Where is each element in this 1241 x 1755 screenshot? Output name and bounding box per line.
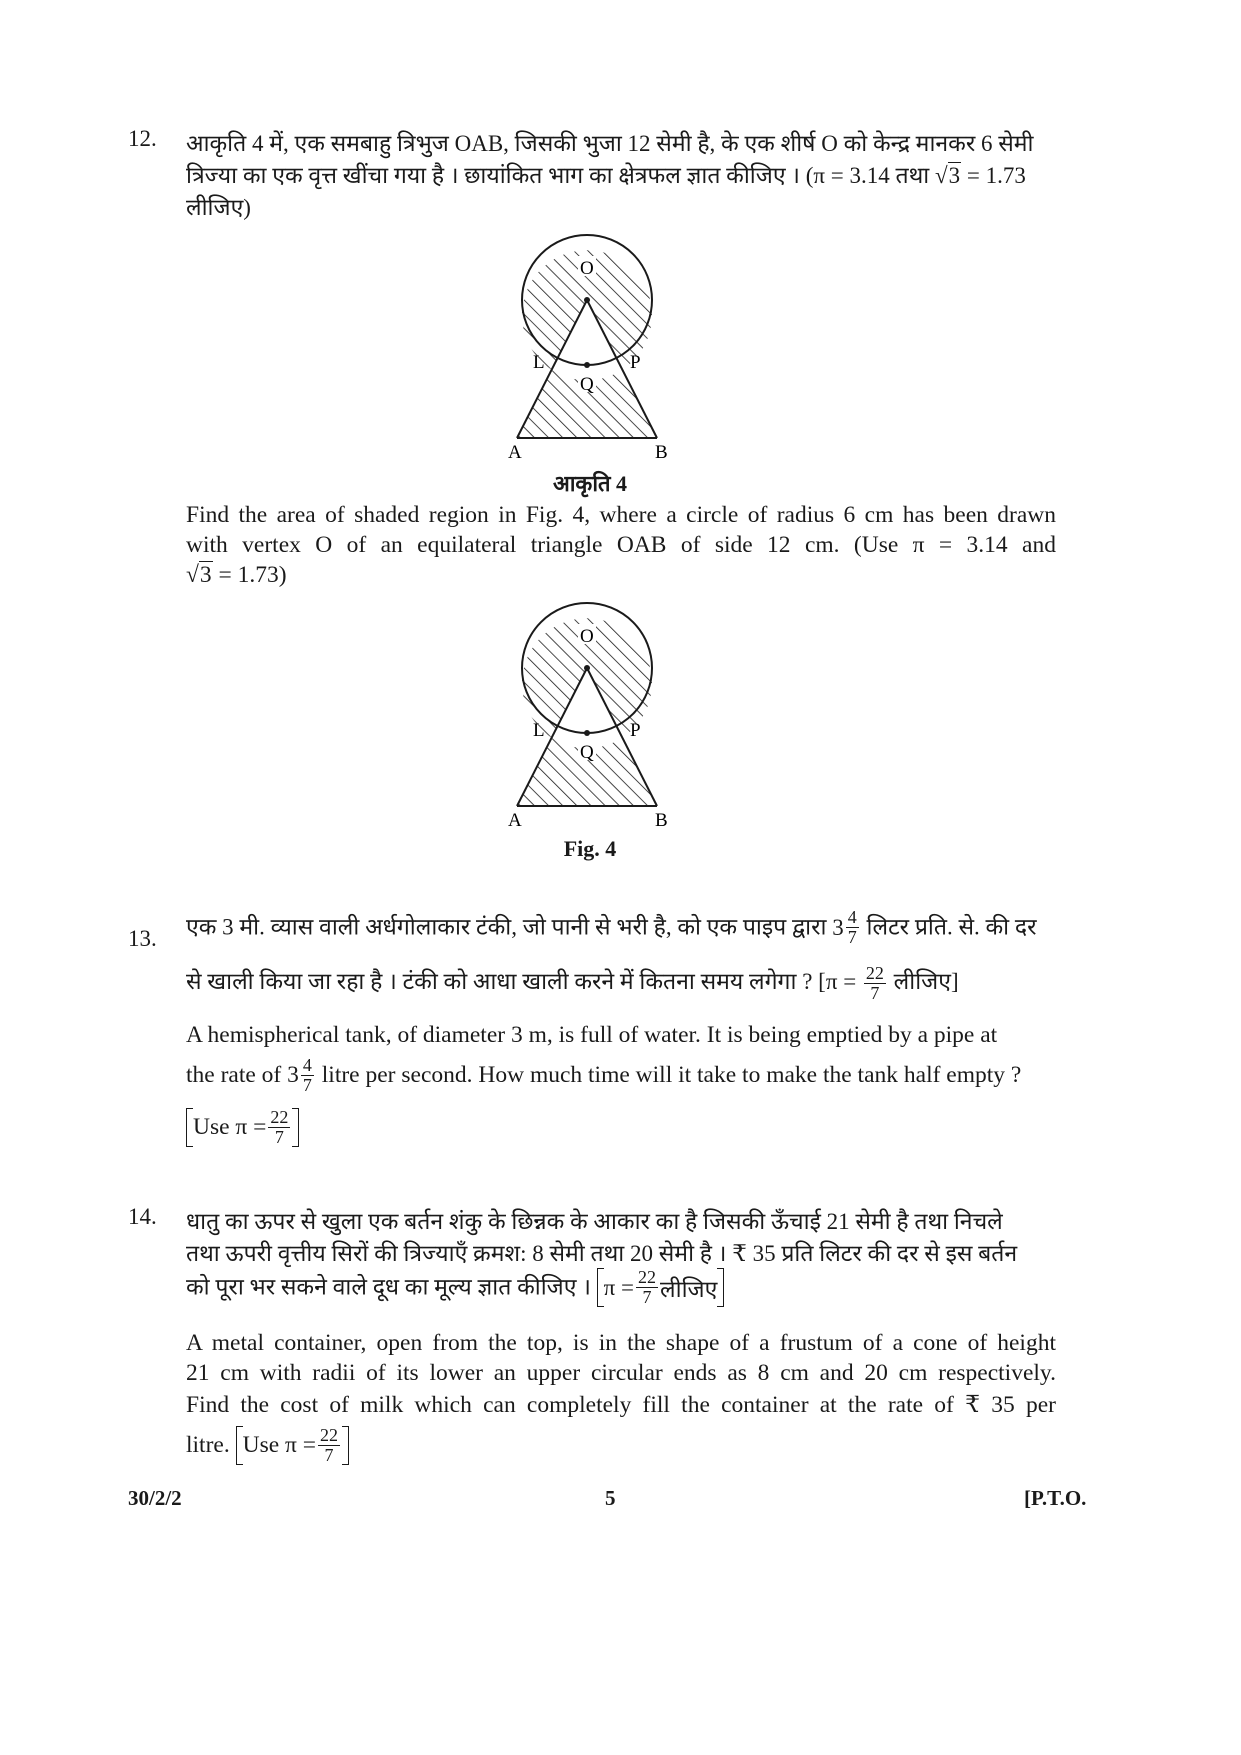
please-turn-over: [P.T.O. bbox=[1024, 1486, 1087, 1510]
label-O: O bbox=[580, 626, 594, 647]
label-Q: Q bbox=[580, 742, 594, 763]
label-A: A bbox=[508, 442, 522, 463]
label-O: O bbox=[580, 258, 594, 279]
label-B: B bbox=[655, 442, 668, 463]
figure-caption-english: Fig. 4 bbox=[563, 836, 617, 861]
q14-hindi-line-2: तथा ऊपरी वृत्तीय सिरों की त्रिज्याएँ क्रमश: 8 सेमी तथा 20 सेमी है । ₹ 35 प्रति लिटर की दर से इस बर्तन bbox=[186, 1241, 1018, 1266]
page-number: 5 bbox=[605, 1486, 616, 1510]
q14-hindi-line-1: धातु का ऊपर से खुला एक बर्तन शंकु के छिन्नक के आकार का है जिसकी ऊँचाई 21 सेमी है तथा निचले bbox=[186, 1209, 1003, 1234]
question-number: 12. bbox=[128, 126, 157, 151]
figure-4-english bbox=[500, 588, 700, 838]
q13-english-line-2: the rate of 3 $\frac{4}{7}$ litre per second. How much time will it take to make the tank half empty ? bbox=[186, 1055, 1022, 1095]
label-P: P bbox=[630, 720, 641, 741]
q12-hindi-line-3: लीजिए) bbox=[186, 195, 251, 220]
label-A: A bbox=[508, 810, 522, 831]
mixed-fraction: 3 $\frac{4}{7}$ bbox=[287, 1055, 312, 1095]
q14-english-line-1: A metal container, open from the top, is in the shape of a frustum of a cone of height bbox=[186, 1330, 1056, 1356]
q14-hindi-line-3: को पूरा भर सकने वाले दूध का मूल्य ज्ञात कीजिए । π = $\frac{22}{7}$ लीजिए bbox=[186, 1268, 724, 1307]
figure-caption-hindi: आकृति 4 bbox=[552, 471, 628, 496]
q12-hindi-line-1: आकृति 4 में, एक समबाहु त्रिभुज OAB, जिसकी भुजा 12 सेमी है, के एक शीर्ष O को केन्द्र मानकर 6 सेमी bbox=[186, 131, 1034, 156]
q12-english-line-2: with vertex O of an equilateral triangle OAB of side 12 cm. (Use π = 3.14 and bbox=[186, 532, 1056, 558]
q13-english-line-1: A hemispherical tank, of diameter 3 m, is full of water. It is being emptied by a pipe at bbox=[186, 1022, 998, 1048]
question-number: 14. bbox=[128, 1204, 157, 1229]
q12-hindi-line-2: त्रिज्या का एक वृत्त खींचा गया है । छायांकित भाग का क्षेत्रफल ज्ञात कीजिए । (π = 3.14 तथा √3 = 1.73 bbox=[186, 163, 1026, 188]
q14-english-line-4: litre. Use π = $\frac{22}{7}$ bbox=[186, 1426, 349, 1465]
figure-4-hindi bbox=[500, 220, 700, 470]
bracket: Use π = $\frac{22}{7}$ bbox=[186, 1108, 299, 1147]
label-L: L bbox=[533, 352, 545, 373]
q12-english-line-1: Find the area of shaded region in Fig. 4, where a circle of radius 6 cm has been drawn bbox=[186, 502, 1056, 528]
fraction: $\frac{22}{7}$ bbox=[865, 963, 884, 1004]
sqrt: √3 bbox=[186, 562, 212, 588]
label-P: P bbox=[630, 352, 641, 373]
mixed-fraction: 3 $\frac{4}{7}$ bbox=[832, 907, 857, 947]
question-number: 13. bbox=[128, 926, 157, 951]
q13-english-use-pi bbox=[186, 1108, 299, 1147]
q14-english-line-2: 21 cm with radii of its lower an upper circular ends as 8 cm and 20 cm respectively. bbox=[186, 1360, 1056, 1386]
label-B: B bbox=[655, 810, 668, 831]
bracket: π = $\frac{22}{7}$ लीजिए bbox=[597, 1268, 725, 1307]
q14-english-line-3: Find the cost of milk which can completely fill the container at the rate of ₹ 35 per bbox=[186, 1392, 1056, 1418]
q13-hindi-line-2: से खाली किया जा रहा है । टंकी को आधा खाली करने में कितना समय लगेगा ? [π = $\frac{22}{7}$ लीजिए] bbox=[186, 963, 959, 1004]
label-Q: Q bbox=[580, 374, 594, 395]
q13-hindi-line-1: एक 3 मी. व्यास वाली अर्धगोलाकार टंकी, जो पानी से भरी है, को एक पाइप द्वारा 3 $\frac{4}{7}$ लिटर प्रति. से. की दर bbox=[186, 907, 1037, 947]
paper-code: 30/2/2 bbox=[128, 1486, 182, 1510]
q12-english-line-3: √3 = 1.73) bbox=[186, 562, 287, 588]
label-L: L bbox=[533, 720, 545, 741]
sqrt: √3 bbox=[935, 163, 961, 188]
bracket: Use π = $\frac{22}{7}$ bbox=[236, 1426, 349, 1465]
